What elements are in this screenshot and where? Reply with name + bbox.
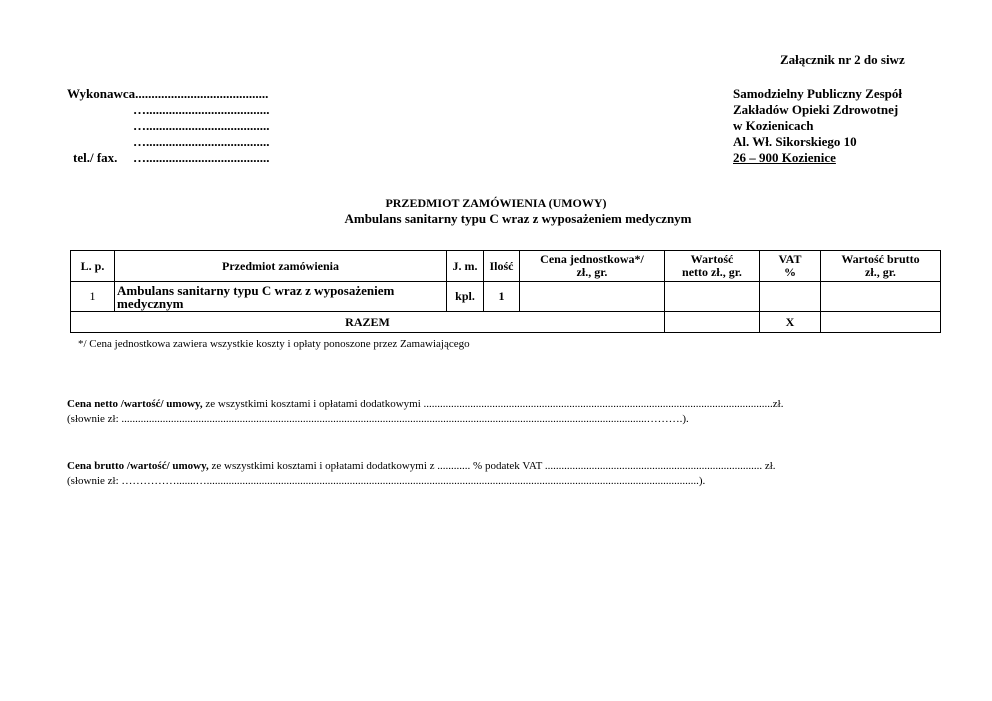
header-unit-price-l1: Cena jednostkowa*/ [540,252,644,266]
header-net-l1: Wartość [690,252,734,266]
header-qty: Ilość [484,251,520,282]
attachment-label: Załącznik nr 2 do siwz [780,52,905,67]
document-subtitle: Ambulans sanitarny typu C wraz z wyposażeniem medycznym [344,211,692,226]
header-lp: L. p. [71,251,115,282]
header-vat [760,251,821,282]
sum-gross [821,312,941,333]
order-table [70,250,941,333]
gross-price-text: ze wszystkimi kosztami i opłatami dodatkowymi z ............ % podatek VAT ............................................................................... zł. [208,460,776,472]
header-vat-l1: VAT [778,252,802,266]
header-net-l2: netto zł., gr. [682,265,742,279]
footnote: */ Cena jednostkowa zawiera wszystkie koszty i opłaty ponoszone przez Zamawiającego [78,338,470,350]
net-price-line [67,398,783,410]
net-price-label: Cena netto /wartość/ umowy, [67,398,203,410]
recipient-line-3: w Kozienicach [733,118,814,133]
row-qty: 1 [484,282,520,312]
header-gross [821,251,941,282]
gross-price-words: (słownie zł: …………….......…...................................................................................................................................................................................). [67,475,706,487]
sum-net [665,312,760,333]
header-vat-l2: % [784,265,796,279]
row-net [665,282,760,312]
header-unit-price [520,251,665,282]
row-subject [115,282,447,312]
row-vat [760,282,821,312]
row-subject-l2: medycznym [117,295,184,311]
sum-row [71,312,941,333]
header-gross-l2: zł., gr. [865,265,896,279]
row-unit-price [520,282,665,312]
recipient-line-5: 26 – 900 Kozienice [733,150,836,165]
row-gross [821,282,941,312]
header-subject: Przedmiot zamówienia [115,251,447,282]
contractor-label: Wykonawca......................................... [67,86,269,101]
net-price-words: (słownie zł: ...............................................................................................................................................................................................……….). [67,413,689,425]
table-row [71,282,941,312]
net-price-text: ze wszystkimi kosztami i opłatami dodatkowymi ...............................................................................................................................zł. [202,398,784,410]
header-unit-price-l2: zł., gr. [576,265,608,279]
tel-fax-label: tel./ fax. [73,150,118,165]
gross-price-line [67,460,776,472]
header-unit: J. m. [447,251,484,282]
tel-fax-dots: …...................................... [133,150,270,165]
recipient-line-1: Samodzielny Publiczny Zespół [733,86,903,101]
recipient-line-4: Al. Wł. Sikorskiego 10 [733,134,857,149]
sum-label: RAZEM [71,312,665,333]
recipient-line-2: Zakładów Opieki Zdrowotnej [733,102,899,117]
row-unit: kpl. [447,282,484,312]
header-net [665,251,760,282]
table-header-row [71,251,941,282]
contractor-line-4: …...................................... [133,134,270,149]
row-lp: 1 [71,282,115,312]
contractor-line-2: …...................................... [133,102,270,117]
sum-vat: X [760,312,821,333]
row-subject-l1: Ambulans sanitarny typu C wraz z wyposażeniem [117,282,395,298]
contractor-line-3: …...................................... [133,118,270,133]
gross-price-label: Cena brutto /wartość/ umowy, [67,460,209,472]
header-gross-l1: Wartość brutto [841,252,920,266]
document-title: PRZEDMIOT ZAMÓWIENIA (UMOWY) [385,196,607,210]
